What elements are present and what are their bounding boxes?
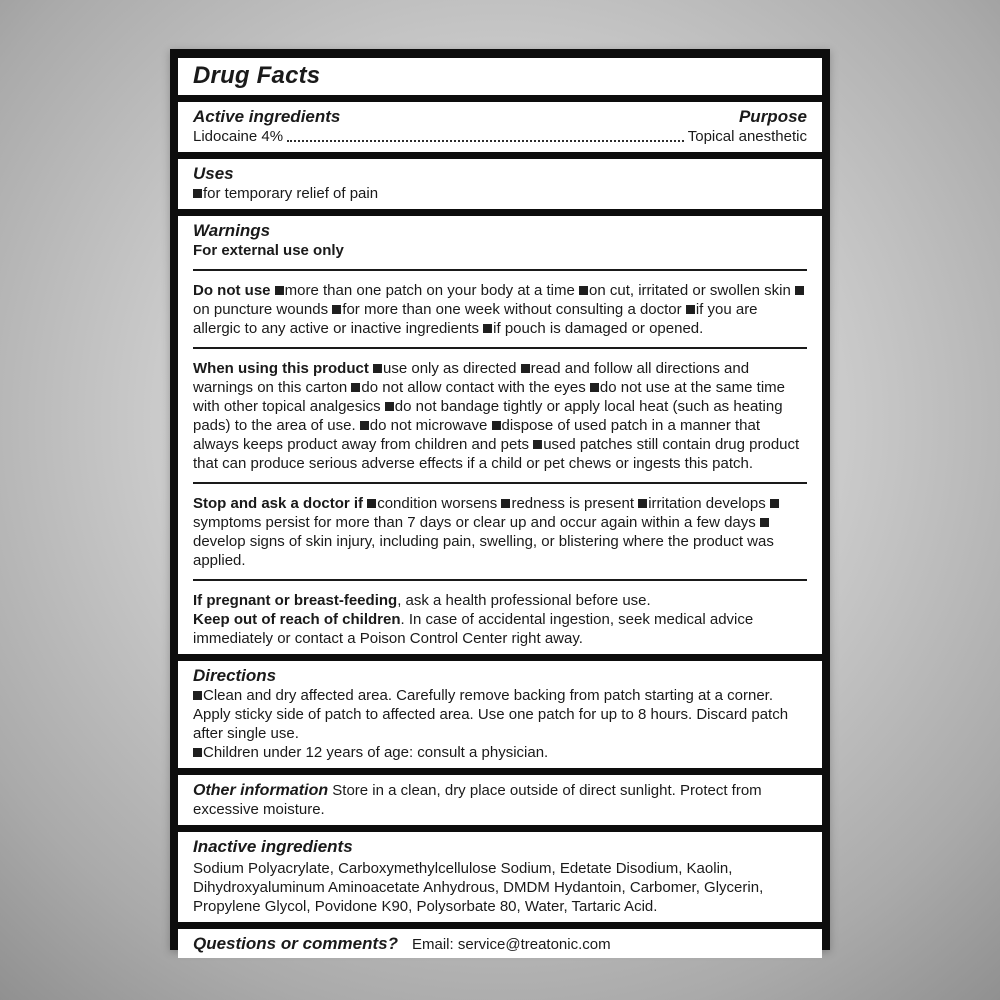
section-active-ingredients [178,102,822,152]
uses-heading: Uses [193,164,234,183]
keep-out-paragraph [193,610,807,648]
ingredient-name: Lidocaine 4% [193,128,284,145]
other-information-text: Store in a clean, dry place outside of direct sunlight. Protect from excessive moisture. [193,782,762,818]
bullet-item: more than one patch on your body at a time [275,282,575,299]
purpose-heading: Purpose [738,107,807,126]
square-bullet-icon [686,305,695,314]
bullet-item: symptoms persist for more than 7 days or clear up and occur again within a few days [193,495,780,531]
square-bullet-icon [373,364,382,373]
square-bullet-icon [795,286,804,295]
square-bullet-icon [193,691,202,700]
bullet-item: read and follow all directions and warnings on this carton [193,360,750,396]
bullet-item: for more than one week without consulting a doctor [332,301,681,318]
drug-facts-title: Drug Facts [193,62,321,89]
bullet-item: dispose of used patch in a manner that always keeps product away from children and pets [193,417,761,453]
when-using-lead: When using this product [193,360,369,377]
square-bullet-icon [533,440,542,449]
inactive-ingredients-heading: Inactive ingredients [193,837,353,856]
section-inactive-ingredients [178,832,822,922]
square-bullet-icon [590,383,599,392]
dotted-leader [287,140,684,142]
bullet-item: do not bandage tightly or apply local heat (such as heating pads) to the area of use. [193,398,783,434]
square-bullet-icon [385,402,394,411]
bullet-item: redness is present [501,495,634,512]
section-uses [178,159,822,209]
keep-out-text: . In case of accidental ingestion, seek medical advice immediately or contact a Poison Control Center right away. [193,611,754,647]
directions-heading: Directions [193,666,277,685]
do-not-use-lead: Do not use [193,282,271,299]
bullet-item: use only as directed [373,360,516,377]
square-bullet-icon [579,286,588,295]
active-ingredients-header-row [193,106,807,127]
uses-list [193,184,807,203]
square-bullet-icon [483,324,492,333]
directions-list [193,686,807,762]
square-bullet-icon [770,499,779,508]
stop-and-ask-paragraph [193,494,807,570]
square-bullet-icon [360,421,369,430]
ingredient-purpose: Topical anesthetic [687,128,807,145]
square-bullet-icon [521,364,530,373]
inactive-ingredients-text: Sodium Polyacrylate, Carboxymethylcellulose Sodium, Edetate Disodium, Kaolin, Dihydroxyaluminum Aminoacetate Anhydrous, DMDM Hydantoin, Carbomer, Glycerin, Propylene Glycol, Povidone K90, Polysorbate 80, Water, Tartaric Acid. [193,860,764,915]
external-use-only [193,241,807,260]
section-directions [178,661,822,768]
square-bullet-icon [193,748,202,757]
warnings-divider [193,482,807,484]
when-using-paragraph [193,359,807,473]
bullet-row: Clean and dry affected area. Carefully remove backing from patch starting at a corner. Apply sticky side of patch to affected area. Use one patch for up to 8 hours. Discard patch after single use. [193,687,789,742]
bullet-item: do not allow contact with the eyes [351,379,585,396]
questions-heading: Questions or comments? [193,934,398,953]
square-bullet-icon [760,518,769,527]
bullet-item: do not microwave [360,417,488,434]
pregnant-lead: If pregnant or breast-feeding [193,592,398,609]
bullet-item: used patches still contain drug product that can produce serious adverse effects if a child or pet chews or ingests this patch. [193,436,800,472]
stop-and-ask-lead: Stop and ask a doctor if [193,495,364,512]
square-bullet-icon [492,421,501,430]
warnings-divider [193,579,807,581]
bullet-row: for temporary relief of pain [193,184,807,203]
bullet-item: if you are allergic to any active or inactive ingredients [193,301,758,337]
bullet-item: develop signs of skin injury, including pain, swelling, or blistering where the product was applied. [193,514,774,569]
square-bullet-icon [501,499,510,508]
drug-facts-label [170,49,830,953]
square-bullet-icon [332,305,341,314]
ingredient-row [193,127,807,146]
contact-email-text: Email: service@treatonic.com [411,936,611,953]
keep-out-lead: Keep out of reach of children [193,611,401,628]
section-warnings [178,216,822,654]
other-information-heading: Other information [193,782,329,799]
square-bullet-icon [351,383,360,392]
bullet-item: if pouch is damaged or opened. [483,320,703,337]
square-bullet-icon [193,189,202,198]
warnings-divider [193,347,807,349]
square-bullet-icon [275,286,284,295]
bullet-row: Children under 12 years of age: consult a physician. [193,743,807,762]
section-other-information [178,775,822,825]
section-title [178,58,822,95]
bullet-item: irritation develops [638,495,766,512]
do-not-use-paragraph [193,281,807,338]
bullet-item: on puncture wounds [193,282,805,318]
warnings-heading: Warnings [193,221,271,240]
pregnant-paragraph [193,591,807,610]
pregnant-text: , ask a health professional before use. [397,592,651,609]
other-information-paragraph [193,781,807,819]
bullet-item: on cut, irritated or swollen skin [579,282,791,299]
bullet-item: condition worsens [367,495,497,512]
square-bullet-icon [638,499,647,508]
active-ingredients-heading: Active ingredients [193,107,341,126]
bullet-item: do not use at the same time with other topical analgesics [193,379,785,415]
warnings-divider [193,269,807,271]
square-bullet-icon [367,499,376,508]
section-questions [178,929,822,958]
external-use-text: For external use only [193,242,344,259]
